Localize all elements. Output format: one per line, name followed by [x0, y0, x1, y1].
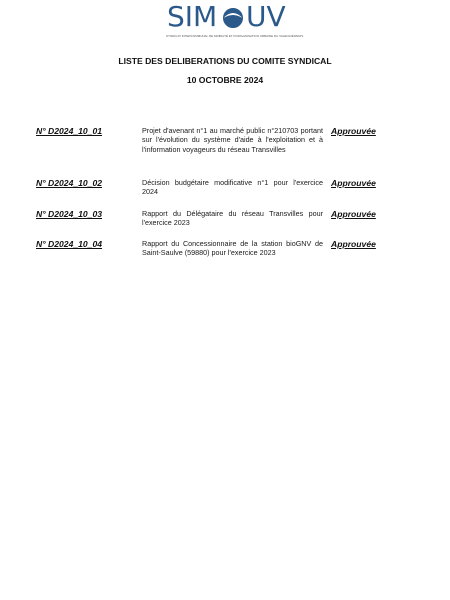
- logo-subtitle: SYNDICAT INTERCOMMUNAL DE MOBILITÉ ET D'ORGANISATION URBAINE DU VALENCIENNOIS: [166, 34, 304, 38]
- logo-globe-icon: [222, 6, 244, 28]
- document-date: 10 OCTOBRE 2024: [186, 75, 264, 85]
- deliberation-description: Décision budgétaire modificative n°1 pour l'exercice 2024: [142, 178, 323, 197]
- deliberation-number: N° D2024_10_01: [36, 126, 103, 136]
- deliberation-status: Approuvée: [331, 126, 376, 136]
- deliberation-description: Projet d'avenant n°1 au marché public n°210703 portant sur l'évolution du système d'aide à l'exploitation et à l'information voyageurs du réseau Transvilles: [142, 126, 323, 154]
- deliberation-status: Approuvée: [331, 239, 376, 249]
- simouv-logo: [0, 0, 450, 44]
- deliberation-description: Rapport du Concessionnaire de la station bioGNV de Saint-Saulve (59880) pour l'exercice 2023: [142, 239, 323, 258]
- deliberation-number: N° D2024_10_03: [36, 209, 103, 219]
- logo-text-right: UV: [246, 0, 286, 33]
- logo-text-left: SIM: [167, 0, 218, 33]
- deliberation-description: Rapport du Délégataire du réseau Transvilles pour l'exercice 2023: [142, 209, 323, 228]
- document-title: LISTE DES DELIBERATIONS DU COMITE SYNDICAL: [118, 56, 332, 66]
- deliberation-number: N° D2024_10_04: [36, 239, 103, 249]
- deliberation-status: Approuvée: [331, 209, 376, 219]
- deliberation-status: Approuvée: [331, 178, 376, 188]
- deliberation-number: N° D2024_10_02: [36, 178, 103, 188]
